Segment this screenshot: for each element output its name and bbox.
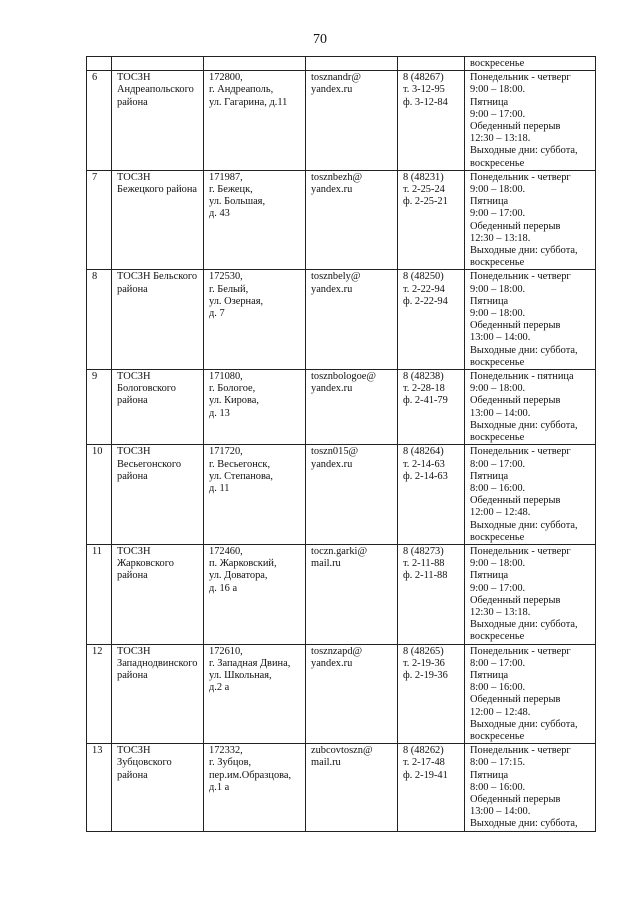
organization-name-line: ТОСЗН	[117, 645, 151, 657]
schedule-line: 12:30 – 13:18.	[470, 232, 531, 244]
schedule-line: 13:00 – 14:00.	[470, 407, 531, 419]
organization-name-line: района	[117, 96, 148, 108]
schedule-cell	[465, 270, 596, 370]
email-line: tosznzapd@	[311, 645, 363, 657]
row-number-cell	[87, 644, 112, 744]
schedule-cell	[465, 170, 596, 270]
phone-line: т. 2-28-18	[403, 383, 445, 395]
schedule-line: воскресенье	[470, 257, 525, 269]
phone-cell	[398, 370, 465, 445]
address-cell	[204, 370, 306, 445]
phone-cell	[398, 71, 465, 171]
address-line: 171720,	[209, 446, 243, 458]
schedule-cell	[465, 71, 596, 171]
schedule-line: Обеденный перерыв	[470, 694, 561, 706]
schedule-line: Пятница	[470, 669, 509, 681]
schedule-cell	[465, 744, 596, 831]
email-cell	[306, 744, 398, 831]
schedule-line: 9:00 – 17:00.	[470, 582, 526, 594]
schedule-line: 12:00 – 12:48.	[470, 706, 531, 718]
email-line: yandex.ru	[311, 383, 353, 395]
schedule-line: Пятница	[470, 470, 509, 482]
address-line: д. 7	[209, 308, 225, 320]
schedule-line: 8:00 – 17:15.	[470, 757, 526, 769]
schedule-line: 9:00 – 18:00.	[470, 84, 526, 96]
schedule-line: Понедельник - четверг	[470, 446, 571, 458]
schedule-line: Понедельник - четверг	[470, 645, 571, 657]
address-line: д. 11	[209, 482, 230, 494]
phone-line: т. 2-17-48	[403, 757, 445, 769]
schedule-line: Понедельник - четверг	[470, 745, 571, 757]
cell-empty	[87, 57, 112, 71]
schedule-line: 9:00 – 17:00.	[470, 108, 526, 120]
phone-line: ф. 2-25-21	[403, 196, 448, 208]
address-line: 171987,	[209, 171, 243, 183]
schedule-line: 9:00 – 18:00.	[470, 184, 526, 196]
schedule-line: воскресенье	[470, 356, 525, 368]
address-line: 172530,	[209, 271, 243, 283]
schedule-line: Обеденный перерыв	[470, 220, 561, 232]
table-row	[87, 644, 596, 744]
schedule-line: 9:00 – 18:00.	[470, 308, 526, 320]
organization-name-line: района	[117, 283, 148, 295]
schedule-line: Обеденный перерыв	[470, 320, 561, 332]
table-row-continuation	[87, 57, 596, 71]
email-line: tosznandr@	[311, 72, 361, 84]
row-number: 12	[92, 645, 103, 657]
schedule-line: 12:30 – 13:18.	[470, 606, 531, 618]
phone-line: 8 (48262)	[403, 745, 444, 757]
cell-empty	[204, 57, 306, 71]
organization-name-line: ТОСЗН	[117, 371, 151, 383]
address-cell	[204, 71, 306, 171]
email-cell	[306, 544, 398, 644]
address-line: 172460,	[209, 545, 243, 557]
phone-line: т. 2-11-88	[403, 558, 445, 570]
address-cell	[204, 644, 306, 744]
table-row	[87, 744, 596, 831]
phone-line: т. 2-25-24	[403, 184, 445, 196]
schedule-cell	[465, 57, 596, 71]
address-line: ул. Большая,	[209, 196, 266, 208]
row-number-cell	[87, 744, 112, 831]
cell-empty	[112, 57, 204, 71]
organization-name-line: ТОСЗН	[117, 446, 151, 458]
schedule-line: 9:00 – 18:00.	[470, 558, 526, 570]
schedule-line: 12:30 – 13:18.	[470, 133, 531, 145]
organization-name-line: Андреапольского	[117, 84, 194, 96]
address-line: 171080,	[209, 371, 243, 383]
schedule-line: 9:00 – 18:00.	[470, 283, 526, 295]
organization-name-line: района	[117, 470, 148, 482]
schedule-line: 12:00 – 12:48.	[470, 507, 531, 519]
phone-cell	[398, 445, 465, 545]
phone-line: 8 (48231)	[403, 171, 444, 183]
organization-name-line: района	[117, 669, 148, 681]
schedule-line: Понедельник - четверг	[470, 171, 571, 183]
table-row	[87, 170, 596, 270]
table-row	[87, 71, 596, 171]
email-cell	[306, 170, 398, 270]
address-cell	[204, 744, 306, 831]
cell-empty	[398, 57, 465, 71]
phone-line: 8 (48238)	[403, 371, 444, 383]
schedule-line: Выходные дни: суббота,	[470, 145, 578, 157]
phone-line: ф. 3-12-84	[403, 96, 448, 108]
schedule-line: воскресенье	[470, 432, 525, 444]
organization-name-line: ТОСЗН	[117, 745, 151, 757]
address-cell	[204, 445, 306, 545]
schedule-line: 13:00 – 14:00.	[470, 806, 531, 818]
address-cell	[204, 270, 306, 370]
email-cell	[306, 270, 398, 370]
row-number-cell	[87, 170, 112, 270]
table-row	[87, 270, 596, 370]
schedule-line: 8:00 – 17:00.	[470, 458, 526, 470]
email-line: yandex.ru	[311, 657, 353, 669]
organization-name-cell	[112, 445, 204, 545]
phone-cell	[398, 744, 465, 831]
organization-name-line: Западнодвинского	[117, 657, 198, 669]
address-cell	[204, 544, 306, 644]
schedule-line: воскресенье	[470, 58, 525, 69]
schedule-line: Пятница	[470, 570, 509, 582]
schedule-line: Понедельник - четверг	[470, 72, 571, 84]
schedule-line: 13:00 – 14:00.	[470, 332, 531, 344]
row-number-cell	[87, 445, 112, 545]
email-line: yandex.ru	[311, 458, 353, 470]
organization-name-cell	[112, 644, 204, 744]
row-number-cell	[87, 71, 112, 171]
schedule-line: Выходные дни: суббота,	[470, 519, 578, 531]
address-line: ул. Степанова,	[209, 470, 273, 482]
phone-line: 8 (48265)	[403, 645, 444, 657]
address-line: г. Западная Двина,	[209, 657, 291, 669]
schedule-line: Выходные дни: суббота,	[470, 718, 578, 730]
schedule-cell	[465, 370, 596, 445]
schedule-line: Пятница	[470, 196, 509, 208]
row-number: 13	[92, 745, 103, 757]
schedule-line: Пятница	[470, 769, 509, 781]
organization-name-line: района	[117, 570, 148, 582]
phone-line: т. 3-12-95	[403, 84, 445, 96]
address-line: 172800,	[209, 72, 243, 84]
email-cell	[306, 445, 398, 545]
page-number: 70	[313, 32, 327, 47]
cell-empty	[306, 57, 398, 71]
table-row	[87, 370, 596, 445]
address-line: 172332,	[209, 745, 243, 757]
address-line: г. Бежецк,	[209, 184, 253, 196]
phone-line: т. 2-14-63	[403, 458, 445, 470]
row-number: 7	[92, 171, 98, 183]
address-line: ул. Доватора,	[209, 570, 268, 582]
organization-name-line: Жарковского	[117, 558, 174, 570]
schedule-line: 9:00 – 18:00.	[470, 383, 526, 395]
organization-name-cell	[112, 170, 204, 270]
address-line: д.2 а	[209, 682, 230, 694]
table-row	[87, 445, 596, 545]
email-line: mail.ru	[311, 558, 341, 570]
email-cell	[306, 71, 398, 171]
phone-cell	[398, 270, 465, 370]
phone-cell	[398, 170, 465, 270]
schedule-line: 8:00 – 16:00.	[470, 482, 526, 494]
organization-name-line: Бежецкого района	[117, 184, 198, 196]
address-line: г. Бологое,	[209, 383, 256, 395]
address-line: д.1 а	[209, 781, 230, 793]
row-number: 6	[92, 72, 98, 84]
phone-line: ф. 2-41-79	[403, 395, 448, 407]
schedule-line: воскресенье	[470, 631, 525, 643]
schedule-line: Обеденный перерыв	[470, 395, 561, 407]
schedule-line: Выходные дни: суббота,	[470, 419, 578, 431]
organization-name-line: ТОСЗН	[117, 545, 151, 557]
row-number-cell	[87, 544, 112, 644]
address-line: д. 13	[209, 407, 230, 419]
schedule-cell	[465, 445, 596, 545]
phone-line: 8 (48273)	[403, 545, 444, 557]
schedule-line: Обеденный перерыв	[470, 594, 561, 606]
row-number: 9	[92, 371, 98, 383]
row-number-cell	[87, 370, 112, 445]
phone-line: ф. 2-19-36	[403, 669, 448, 681]
address-line: д. 43	[209, 208, 230, 220]
email-line: tosznbely@	[311, 271, 361, 283]
phone-line: 8 (48264)	[403, 446, 444, 458]
organization-name-cell	[112, 270, 204, 370]
email-line: yandex.ru	[311, 184, 353, 196]
schedule-line: воскресенье	[470, 157, 525, 169]
row-number-cell	[87, 270, 112, 370]
email-line: tosznbezh@	[311, 171, 363, 183]
schedule-line: 9:00 – 17:00.	[470, 208, 526, 220]
phone-line: ф. 2-22-94	[403, 295, 448, 307]
row-number: 8	[92, 271, 98, 283]
schedule-line: воскресенье	[470, 730, 525, 742]
phone-line: ф. 2-14-63	[403, 470, 448, 482]
organization-name-line: ТОСЗН	[117, 171, 151, 183]
schedule-line: Выходные дни: суббота,	[470, 344, 578, 356]
schedule-line: 8:00 – 17:00.	[470, 657, 526, 669]
email-line: yandex.ru	[311, 283, 353, 295]
organization-name-line: района	[117, 395, 148, 407]
schedule-line: Обеденный перерыв	[470, 793, 561, 805]
address-line: ул. Кирова,	[209, 395, 259, 407]
email-line: toczn.garki@	[311, 545, 368, 557]
email-line: toszn015@	[311, 446, 359, 458]
organization-name-cell	[112, 71, 204, 171]
phone-line: ф. 2-19-41	[403, 769, 448, 781]
address-line: ул. Гагарина, д.11	[209, 96, 288, 108]
schedule-line: воскресенье	[470, 531, 525, 543]
address-line: г. Андреаполь,	[209, 84, 274, 96]
organization-name-line: Бологовского	[117, 383, 176, 395]
row-number: 10	[92, 446, 103, 458]
phone-cell	[398, 644, 465, 744]
phone-line: ф. 2-11-88	[403, 570, 448, 582]
email-cell	[306, 370, 398, 445]
table-row	[87, 544, 596, 644]
address-line: г. Зубцов,	[209, 757, 252, 769]
address-line: 172610,	[209, 645, 243, 657]
address-line: пер.им.Образцова,	[209, 769, 292, 781]
schedule-line: Понедельник - четверг	[470, 545, 571, 557]
schedule-line: Пятница	[470, 295, 509, 307]
organization-name-line: ТОСЗН	[117, 72, 151, 84]
address-line: д. 16 а	[209, 582, 238, 594]
row-number: 11	[92, 545, 103, 557]
organization-name-line: Весьегонского	[117, 458, 182, 470]
organization-name-line: Зубцовского	[117, 757, 172, 769]
phone-line: т. 2-19-36	[403, 657, 445, 669]
schedule-cell	[465, 544, 596, 644]
schedule-line: Обеденный перерыв	[470, 495, 561, 507]
phone-line: 8 (48267)	[403, 72, 444, 84]
schedule-line: Выходные дни: суббота,	[470, 245, 578, 257]
schedule-cell	[465, 644, 596, 744]
address-line: ул. Школьная,	[209, 669, 272, 681]
schedule-line: Пятница	[470, 96, 509, 108]
organization-name-cell	[112, 744, 204, 831]
organization-name-line: ТОСЗН Бельского	[117, 271, 198, 283]
email-cell	[306, 644, 398, 744]
address-line: п. Жарковский,	[209, 558, 277, 570]
schedule-line: 8:00 – 16:00.	[470, 781, 526, 793]
schedule-line: Обеденный перерыв	[470, 121, 561, 133]
email-line: zubcovtoszn@	[311, 745, 373, 757]
address-line: ул. Озерная,	[209, 295, 264, 307]
email-line: tosznbologoe@	[311, 371, 376, 383]
schedule-line: Понедельник - четверг	[470, 271, 571, 283]
phone-line: т. 2-22-94	[403, 283, 445, 295]
contacts-table	[86, 56, 596, 832]
email-line: mail.ru	[311, 757, 341, 769]
schedule-line: Выходные дни: суббота,	[470, 619, 578, 631]
organization-name-cell	[112, 544, 204, 644]
address-cell	[204, 170, 306, 270]
organization-name-cell	[112, 370, 204, 445]
schedule-line: Выходные дни: суббота,	[470, 818, 578, 830]
email-line: yandex.ru	[311, 84, 353, 96]
schedule-line: 8:00 – 16:00.	[470, 682, 526, 694]
phone-cell	[398, 544, 465, 644]
organization-name-line: района	[117, 769, 148, 781]
schedule-line: Понедельник - пятница	[470, 371, 574, 383]
phone-line: 8 (48250)	[403, 271, 444, 283]
address-line: г. Белый,	[209, 283, 249, 295]
address-line: г. Весьегонск,	[209, 458, 271, 470]
